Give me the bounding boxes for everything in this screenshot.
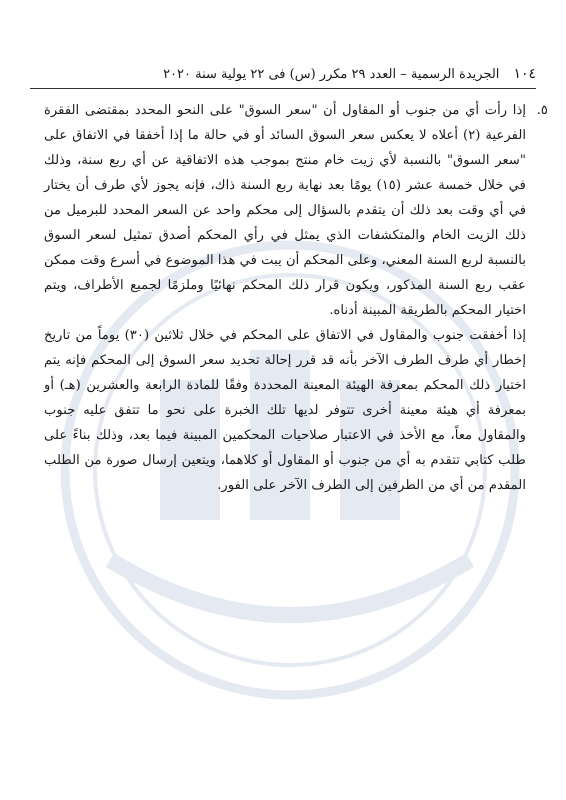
gazette-title: الجريدة الرسمية – العدد ٢٩ مكرر (س) فى ٢٢ يولية سنة ٢٠٢٠ (163, 66, 500, 82)
page-header (30, 62, 536, 89)
follow-up-paragraph: إذا أخفقت جنوب والمقاول في الاتفاق على المحكم في خلال ثلاثين (٣٠) يوماً من تاريخ إخطار أي طرف الطرف الآخر بأنه قد قرر إحالة تحديد سعر السوق إلى المحكم فإنه يتم اختيار ذلك المحكم بمعرفة الهيئة المعينة المحددة وفقًا للمادة الرابعة والعشرين (هـ) أو بمعرفة أي هيئة معينة أخرى تتوفر لديها تلك الخبرة على نحو ما تتفق عليه جنوب والمقاول معاً، مع الأخذ في الاعتبار صلاحيات المحكمين المبينة فيما بعد، وذلك بناءً على طلب كتابي تتقدم به أي من جنوب أو المقاول أو كلاهما، ويتعين إرسال صورة من الطلب المقدم من أي من الطرفين إلى الطرف الآخر على الفور. (44, 328, 526, 493)
numbered-clause (44, 98, 548, 323)
page-body (44, 98, 548, 498)
clause-paragraph: إذا رأت أي من جنوب أو المقاول أن "سعر السوق" على النحو المحدد بمقتضى الفقرة الفرعية (٢) أعلاه لا يعكس سعر السوق السائد أو في حالة ما إذا أخفقا في الاتفاق على "سعر السوق" بالنسبة لأي زيت خام منتج بموجب هذه الاتفاقية عن أي ربع سنة، وذلك في خلال خمسة عشر (١٥) يومًا بعد نهاية ربع السنة ذاك، فإنه يجوز لأي طرف أن يختار في أي وقت بعد ذلك أن يتقدم بالسؤال إلى محكم واحد عن السعر المحدد للبرميل من ذلك الزيت الخام والمتكشفات الذي يمثل في رأي المحكم أصدق تمثيل لسعر السوق بالنسبة لربع السنة المعني، وعلى المحكم أن يبت في هذا الموضوع في أسرع وقت ممكن عقب ربع السنة المذكور، ويكون قرار ذلك المحكم نهائيًا وملزمًا لجميع الأطراف، ويتم اختيار المحكم بالطريقة المبينة أدناه. (44, 103, 527, 318)
page-number: ١٠٤ (513, 66, 536, 82)
clause-number: ٥. (536, 103, 548, 118)
